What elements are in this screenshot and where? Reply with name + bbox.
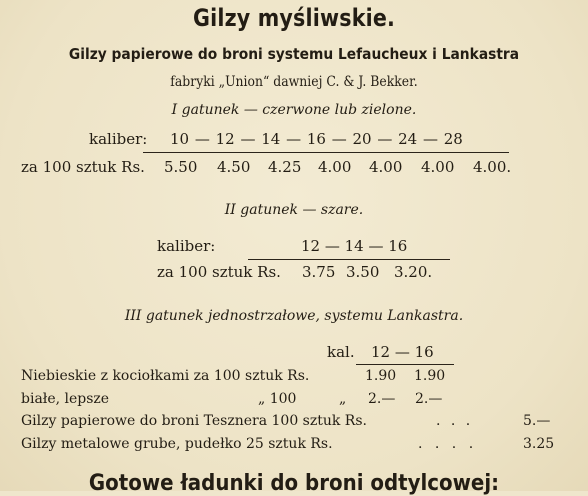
grade1-caliber-label: kaliber: (89, 130, 148, 148)
grade3-rule (356, 364, 454, 365)
other-row-label: Gilzy metalowe grube, pudełko 25 sztuk Rs. (21, 436, 333, 452)
ditto-mark: „ 100 (258, 391, 297, 407)
grade2-caliber-label: kaliber: (157, 237, 216, 255)
page-title: Gilzy myśliwskie. (192, 4, 396, 32)
grade3-row-value: 2.— (415, 391, 443, 407)
manufacturer-line: fabryki „Union“ dawniej C. & J. Bekker. (170, 74, 418, 90)
grade3-row-label: białe, lepsze (21, 391, 110, 407)
grade1-price: 4.50 (217, 158, 251, 176)
grade1-price: 4.00 (369, 158, 403, 176)
grade1-calibers: 10 — 12 — 14 — 16 — 20 — 24 — 28 (170, 130, 463, 148)
grade1-heading: I gatunek — czerwone lub zielone. (171, 102, 417, 118)
grade2-price: 3.50 (346, 263, 380, 281)
ditto-mark: „ (339, 391, 347, 407)
grade3-row-value: 1.90 (365, 368, 397, 384)
grade1-price: 4.25 (268, 158, 302, 176)
grade3-caliber-label: kal. (327, 343, 355, 361)
leader-dots: . . . (436, 413, 471, 429)
other-row-label: Gilzy papierowe do broni Tesznera 100 sztuk Rs. (21, 413, 367, 429)
next-section-heading: Gotowe ładunki do broni odtylcowej: (88, 471, 500, 496)
grade2-heading: II gatunek — szare. (224, 202, 364, 218)
grade1-price: 4.00. (473, 158, 512, 176)
grade1-rule (143, 152, 509, 153)
grade1-price: 5.50 (164, 158, 198, 176)
grade3-row-value: 1.90 (414, 368, 446, 384)
other-row-price: 5.— (523, 413, 551, 429)
grade3-row-label: Niebieskie z kociołkami za 100 sztuk Rs. (21, 368, 310, 384)
section-subtitle: Gilzy papierowe do broni systemu Lefaucheux i Lankastra (68, 45, 520, 63)
grade2-price-label: za 100 sztuk Rs. (157, 263, 281, 281)
grade2-price: 3.75 (302, 263, 336, 281)
grade2-rule (248, 259, 450, 260)
grade3-calibers: 12 — 16 (371, 343, 434, 361)
grade1-price: 4.00 (421, 158, 455, 176)
grade3-heading: III gatunek jednostrzałowe, systemu Lankastra. (124, 308, 464, 324)
grade1-price: 4.00 (318, 158, 352, 176)
leader-dots: . . . . (418, 436, 474, 452)
grade1-price-label: za 100 sztuk Rs. (21, 158, 145, 176)
grade2-calibers: 12 — 14 — 16 (301, 237, 408, 255)
grade2-price: 3.20. (394, 263, 433, 281)
other-row-price: 3.25 (523, 436, 555, 452)
grade3-row-value: 2.— (368, 391, 396, 407)
